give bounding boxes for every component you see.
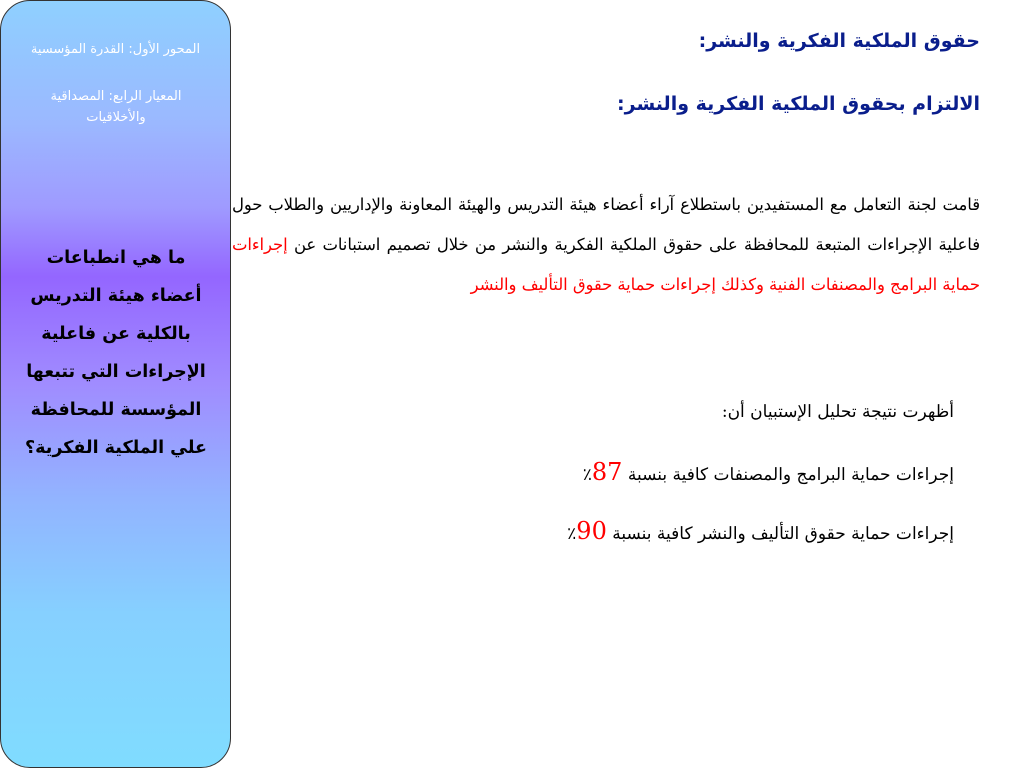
- axis-label: المحور الأول: القدرة المؤسسية: [30, 42, 201, 57]
- result-software-value: 87: [591, 458, 623, 486]
- sidebar-panel: [0, 0, 231, 768]
- question-text: ما هي انطباعات أعضاء هيئة التدريس بالكلية عن فاعلية الإجراءات التي تتبعها المؤسسة للمحافظة علي الملكية الفكرية؟: [25, 248, 207, 458]
- intro-paragraph: [232, 185, 980, 305]
- intro-text: قامت لجنة التعامل مع المستفيدين باستطلاع آراء أعضاء هيئة التدريس والهيئة المعاونة والإداريين والطلاب حول فاعلية الإجراءات المتبعة للمحافظة على حقوق الملكية الفكرية والنشر من خلال تصميم استبانات عن: [232, 195, 980, 254]
- heading-ip-rights: حقوق الملكية الفكرية والنشر:: [698, 30, 980, 52]
- results-intro: أظهرت نتيجة تحليل الإستبيان أن:: [721, 402, 954, 422]
- result-software-unit: ٪: [582, 465, 592, 485]
- result-copyright: [567, 517, 954, 545]
- intro-highlight: إجراءات حماية البرامج والمصنفات الفنية وكذلك إجراءات حماية حقوق التأليف والنشر: [232, 235, 980, 294]
- result-software: [583, 458, 954, 486]
- result-copyright-unit: ٪: [567, 524, 577, 544]
- standard-label: المعيار الرابع: المصداقية والأخلاقيات: [50, 89, 182, 125]
- result-copyright-text: إجراءات حماية حقوق التأليف والنشر كافية بنسبة: [606, 524, 954, 544]
- heading-commitment: الالتزام بحقوق الملكية الفكرية والنشر:: [617, 93, 980, 115]
- result-software-text: إجراءات حماية البرامج والمصنفات كافية بنسبة: [622, 465, 954, 485]
- result-copyright-value: 90: [576, 517, 607, 545]
